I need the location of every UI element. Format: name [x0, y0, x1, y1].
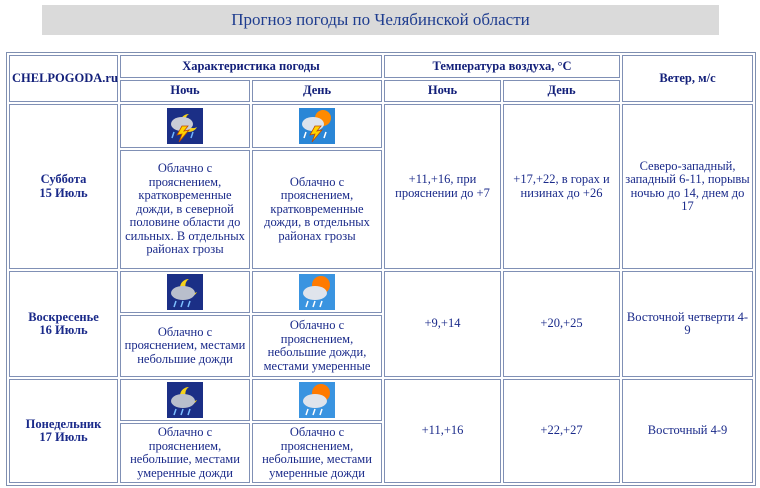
night-description: Облачно с прояснением, местами небольшие дожди	[120, 315, 250, 377]
table-row	[9, 379, 753, 421]
page-title: Прогноз погоды по Челябинской области	[42, 5, 719, 35]
day-date: 17 Июль	[39, 430, 88, 444]
night-description: Облачно с прояснением, кратковременные дожди, в северной половине области до сильных. В отдельных районах грозы	[120, 150, 250, 269]
temp-day-cell: +22,+27	[503, 379, 620, 483]
thunderstorm-night-icon	[167, 108, 203, 144]
night-description: Облачно с прояснением, небольшие, местами умеренные дожди	[120, 423, 250, 483]
rain-night-icon	[167, 274, 203, 310]
temp-night-cell: +9,+14	[384, 271, 501, 377]
day-description: Облачно с прояснением, небольшие, местами умеренные дожди	[252, 423, 382, 483]
forecast-table-wrapper	[6, 52, 754, 486]
thunderstorm-day-icon	[299, 108, 335, 144]
day-icon-cell	[252, 379, 382, 421]
day-date: 16 Июль	[39, 323, 88, 337]
temp-day-cell: +20,+25	[503, 271, 620, 377]
temp-night-cell: +11,+16	[384, 379, 501, 483]
header-temperature: Температура воздуха, °С	[384, 55, 620, 78]
wind-cell: Восточный 4-9	[622, 379, 753, 483]
subheader-day: День	[252, 80, 382, 102]
day-of-week: Воскресенье	[28, 309, 99, 324]
day-of-week: Суббота	[40, 172, 87, 186]
brand-label: CHELPOGODA.ru	[12, 70, 118, 85]
rain-day-icon	[299, 382, 335, 418]
day-description: Облачно с прояснением, небольшие дожди, местами умеренные	[252, 315, 382, 377]
day-of-week: Понедельник	[25, 416, 102, 431]
header-wind: Ветер, м/с	[622, 55, 753, 102]
wind-cell: Восточной четверти 4-9	[622, 271, 753, 377]
day-date: 15 Июль	[39, 185, 88, 200]
day-icon-cell	[252, 104, 382, 148]
subheader-day-temp: День	[503, 80, 620, 102]
wind-cell: Северо-западный, западный 6-11, порывы ночью до 14, днем до 17	[622, 104, 753, 269]
table-row	[9, 104, 753, 148]
subheader-night: Ночь	[120, 80, 250, 102]
day-cell	[9, 379, 118, 483]
subheader-night-temp: Ночь	[384, 80, 501, 102]
rain-day-icon	[299, 274, 335, 310]
forecast-table	[6, 52, 756, 486]
rain-night-icon	[167, 382, 203, 418]
day-icon-cell	[252, 271, 382, 313]
header-weather: Характеристика погоды	[120, 55, 382, 78]
night-icon-cell	[120, 379, 250, 421]
table-row	[9, 271, 753, 313]
day-cell	[9, 271, 118, 377]
night-icon-cell	[120, 104, 250, 148]
temp-night-cell: +11,+16, при прояснении до +7	[384, 104, 501, 269]
day-cell	[9, 104, 118, 269]
brand-cell	[9, 55, 118, 102]
temp-day-cell: +17,+22, в горах и низинах до +26	[503, 104, 620, 269]
day-description: Облачно с прояснением, кратковременные дожди, в отдельных районах грозы	[252, 150, 382, 269]
night-icon-cell	[120, 271, 250, 313]
